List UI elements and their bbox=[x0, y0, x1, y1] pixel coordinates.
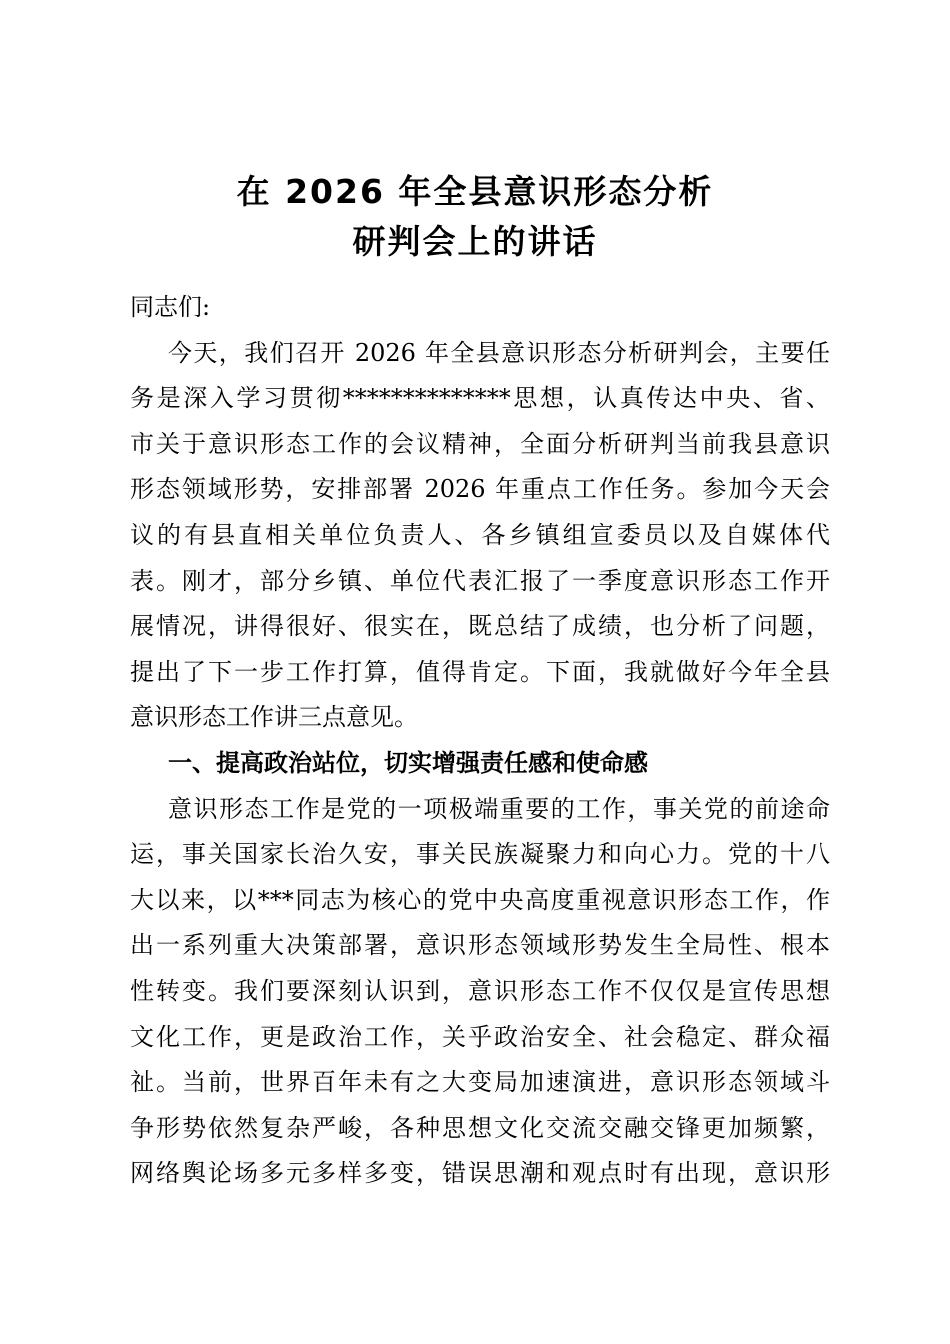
paragraph-line: 运，事关国家长治久安，事关民族凝聚力和向心力。党的十八 bbox=[130, 840, 830, 869]
paragraph-line: 提出了下一步工作打算，值得肯定。下面，我就做好今年全县 bbox=[130, 657, 830, 686]
paragraph-line: 争形势依然复杂严峻，各种思想文化交流交融交锋更加频繁， bbox=[130, 1113, 830, 1142]
document-body bbox=[130, 285, 830, 1197]
paragraph-line: 今天，我们召开 2026 年全县意识形态分析研判会，主要任 bbox=[168, 338, 830, 367]
paragraph-2 bbox=[130, 787, 830, 1197]
paragraph-1 bbox=[130, 331, 830, 741]
paragraph-line: 意识形态工作是党的一项极端重要的工作，事关党的前途命 bbox=[168, 794, 830, 823]
paragraph-line: 祉。当前，世界百年未有之大变局加速演进，意识形态领域斗 bbox=[130, 1068, 830, 1097]
paragraph-line: 表。刚才，部分乡镇、单位代表汇报了一季度意识形态工作开 bbox=[130, 566, 830, 595]
paragraph-line: 形态领域形势，安排部署 2026 年重点工作任务。参加今天会 bbox=[130, 475, 830, 504]
paragraph-line: 意识形态工作讲三点意见。 bbox=[130, 703, 418, 732]
salutation: 同志们: bbox=[130, 293, 211, 321]
paragraph-line: 大以来，以***同志为核心的党中央高度重视意识形态工作，作 bbox=[130, 885, 830, 914]
paragraph-line: 市关于意识形态工作的会议精神，全面分析研判当前我县意识 bbox=[130, 429, 830, 458]
paragraph-line: 务是深入学习贯彻**************思想，认真传达中央、省、 bbox=[130, 384, 830, 413]
paragraph-line: 性转变。我们要深刻认识到，意识形态工作不仅仅是宣传思想 bbox=[130, 976, 830, 1005]
paragraph-line: 展情况，讲得很好、很实在，既总结了成绩，也分析了问题， bbox=[130, 612, 830, 641]
title-line-2: 研判会上的讲话 bbox=[352, 222, 598, 261]
document-title bbox=[130, 167, 820, 267]
paragraph-line: 出一系列重大决策部署，意识形态领域形势发生全局性、根本 bbox=[130, 931, 830, 960]
paragraph-line: 网络舆论场多元多样多变，错误思潮和观点时有出现，意识形 bbox=[130, 1159, 830, 1188]
title-line-1: 在 2026 年全县意识形态分析 bbox=[236, 172, 714, 211]
paragraph-line: 文化工作，更是政治工作，关乎政治安全、社会稳定、群众福 bbox=[130, 1022, 830, 1051]
section-1-heading: 一、提高政治站位，切实增强责任感和使命感 bbox=[168, 748, 648, 777]
paragraph-line: 议的有县直相关单位负责人、各乡镇组宣委员以及自媒体代 bbox=[130, 520, 830, 549]
